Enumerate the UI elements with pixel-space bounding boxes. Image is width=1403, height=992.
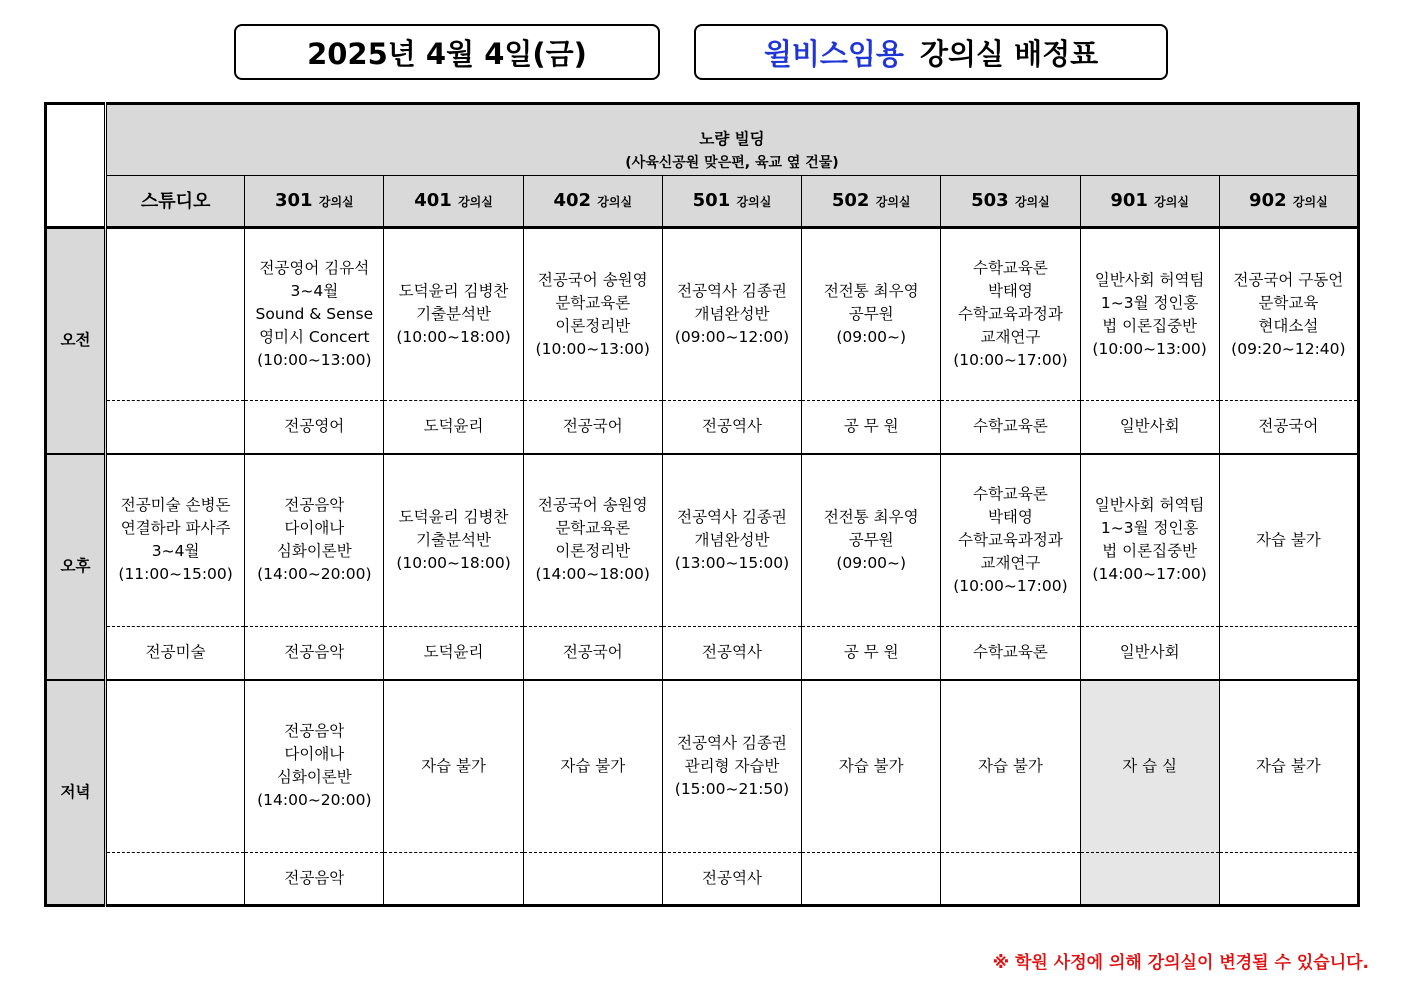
room-header <box>662 176 801 228</box>
subject-cell <box>1080 853 1219 906</box>
room-header <box>1219 176 1358 228</box>
subject-cell: 전공미술 <box>106 627 245 680</box>
schedule-cell: 자습 불가 <box>523 680 662 853</box>
schedule-cell: 자 습 실 <box>1080 680 1219 853</box>
room-suffix: 강의실 <box>875 194 911 209</box>
subject-cell <box>941 853 1080 906</box>
schedule-cell: 자습 불가 <box>1219 680 1358 853</box>
schedule-cell <box>106 680 245 853</box>
building-location: (사육신공원 맞은편, 육교 옆 건물) <box>625 155 839 171</box>
title-text: 강의실 배정표 <box>919 36 1099 71</box>
subject-cell <box>106 401 245 454</box>
subject-cell: 전공음악 <box>245 853 384 906</box>
schedule-cell: 전전통 최우영 공무원 (09:00~) <box>802 454 941 627</box>
subject-cell <box>1219 627 1358 680</box>
date-title <box>234 24 660 80</box>
subject-cell: 공 무 원 <box>802 401 941 454</box>
room-suffix: 강의실 <box>597 194 633 209</box>
subject-cell: 전공역사 <box>662 853 801 906</box>
room-number: 502 <box>831 189 870 211</box>
subject-cell <box>523 853 662 906</box>
room-number: 스튜디오 <box>140 190 211 212</box>
room-suffix: 강의실 <box>318 194 354 209</box>
subject-cell: 전공역사 <box>662 627 801 680</box>
schedule-cell: 전공미술 손병돈 연결하라 파사주 3~4월 (11:00~15:00) <box>106 454 245 627</box>
schedule-cell: 수학교육론 박태영 수학교육과정과 교재연구 (10:00~17:00) <box>941 454 1080 627</box>
corner-cell <box>46 104 106 228</box>
schedule-cell: 자습 불가 <box>1219 454 1358 627</box>
subject-cell: 수학교육론 <box>941 627 1080 680</box>
schedule-cell: 전공역사 김종권 관리형 자습반 (15:00~21:50) <box>662 680 801 853</box>
schedule-cell: 전공음악 다이애나 심화이론반 (14:00~20:00) <box>245 454 384 627</box>
room-header <box>802 176 941 228</box>
room-suffix: 강의실 <box>1154 194 1189 209</box>
room-number: 501 <box>692 189 731 211</box>
subject-cell: 전공국어 <box>523 401 662 454</box>
room-header <box>523 176 662 228</box>
date-text: 2025년 4월 4일(금) <box>307 36 587 71</box>
room-header <box>106 176 245 228</box>
room-suffix: 강의실 <box>458 194 493 209</box>
room-number: 402 <box>553 189 592 211</box>
subject-cell: 전공국어 <box>523 627 662 680</box>
schedule-cell: 전공국어 구동언 문학교육 현대소설 (09:20~12:40) <box>1219 228 1358 401</box>
building-name: 노량 빌딩 <box>699 130 765 148</box>
room-header <box>384 176 523 228</box>
subject-cell <box>802 853 941 906</box>
schedule-cell: 전공국어 송원영 문학교육론 이론정리반 (14:00~18:00) <box>523 454 662 627</box>
schedule-cell: 전전통 최우영 공무원 (09:00~) <box>802 228 941 401</box>
notice-text: ※ 학원 사정에 의해 강의실이 변경될 수 있습니다. <box>992 953 1369 973</box>
schedule-cell: 일반사회 허역팀 1~3월 정인홍 법 이론집중반 (10:00~13:00) <box>1080 228 1219 401</box>
building-header <box>106 104 1359 176</box>
subject-cell: 일반사회 <box>1080 401 1219 454</box>
room-suffix: 강의실 <box>1292 194 1328 209</box>
subject-cell: 전공영어 <box>245 401 384 454</box>
room-number: 301 <box>275 189 313 211</box>
schedule-cell: 도덕윤리 김병찬 기출분석반 (10:00~18:00) <box>384 454 523 627</box>
schedule-cell: 자습 불가 <box>384 680 523 853</box>
room-number: 901 <box>1110 189 1148 211</box>
room-number: 503 <box>971 189 1009 211</box>
period-label: 오후 <box>46 454 106 680</box>
schedule-cell: 전공영어 김유석 3~4월 Sound & Sense 영미시 Concert (10:00~13:00) <box>245 228 384 401</box>
schedule-cell: 수학교육론 박태영 수학교육과정과 교재연구 (10:00~17:00) <box>941 228 1080 401</box>
schedule-cell <box>106 228 245 401</box>
room-number: 902 <box>1249 189 1287 211</box>
brand-name: 윌비스임용 <box>763 36 904 71</box>
schedule-cell: 전공역사 김종권 개념완성반 (13:00~15:00) <box>662 454 801 627</box>
schedule-cell: 전공역사 김종권 개념완성반 (09:00~12:00) <box>662 228 801 401</box>
room-header <box>941 176 1080 228</box>
schedule-cell: 도덕윤리 김병찬 기출분석반 (10:00~18:00) <box>384 228 523 401</box>
subject-cell: 도덕윤리 <box>384 627 523 680</box>
subject-cell <box>106 853 245 906</box>
schedule-cell: 전공국어 송원영 문학교육론 이론정리반 (10:00~13:00) <box>523 228 662 401</box>
schedule-cell: 전공음악 다이애나 심화이론반 (14:00~20:00) <box>245 680 384 853</box>
subject-cell <box>384 853 523 906</box>
subject-cell: 일반사회 <box>1080 627 1219 680</box>
subject-cell: 공 무 원 <box>802 627 941 680</box>
period-label: 저녁 <box>46 680 106 906</box>
subject-cell: 수학교육론 <box>941 401 1080 454</box>
schedule-title <box>694 24 1168 80</box>
period-label: 오전 <box>46 228 106 454</box>
room-header <box>1080 176 1219 228</box>
room-header <box>245 176 384 228</box>
subject-cell: 전공음악 <box>245 627 384 680</box>
schedule-cell: 일반사회 허역팀 1~3월 정인홍 법 이론집중반 (14:00~17:00) <box>1080 454 1219 627</box>
subject-cell: 도덕윤리 <box>384 401 523 454</box>
room-suffix: 강의실 <box>736 194 772 209</box>
subject-cell <box>1219 853 1358 906</box>
schedule-cell: 자습 불가 <box>802 680 941 853</box>
room-number: 401 <box>414 189 452 211</box>
room-schedule-table <box>44 102 1360 907</box>
schedule-cell: 자습 불가 <box>941 680 1080 853</box>
subject-cell: 전공국어 <box>1219 401 1358 454</box>
room-suffix: 강의실 <box>1014 194 1050 209</box>
subject-cell: 전공역사 <box>662 401 801 454</box>
